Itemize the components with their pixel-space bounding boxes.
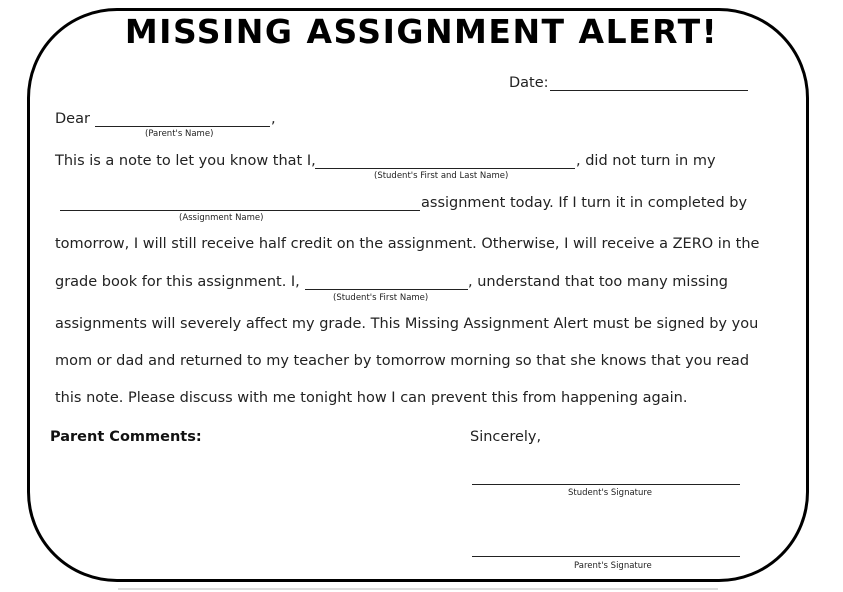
note-line-4-start: grade book for this assignment. I, — [55, 274, 300, 290]
student-signature-caption: Student's Signature — [568, 488, 652, 498]
note-line-5: assignments will severely affect my grade. This Missing Assignment Alert must be signed by you — [55, 316, 759, 332]
note-line-4-end: , understand that too many missing — [468, 274, 728, 290]
page-bottom-edge — [118, 588, 718, 590]
parent-name-caption: (Parent's Name) — [145, 129, 214, 139]
student-full-name-blank[interactable] — [315, 168, 575, 169]
alert-title: MISSING ASSIGNMENT ALERT! — [124, 12, 719, 51]
note-line-2-end: assignment today. If I turn it in completed by — [421, 195, 748, 211]
parent-name-blank[interactable] — [95, 126, 270, 127]
date-blank[interactable] — [550, 90, 748, 91]
note-line-6: mom or dad and returned to my teacher by tomorrow morning so that she knows that you read — [55, 353, 750, 369]
dear-comma: , — [271, 111, 276, 127]
assignment-name-blank[interactable] — [60, 210, 420, 211]
student-first-name-blank[interactable] — [305, 289, 468, 290]
student-signature-line[interactable] — [472, 484, 740, 485]
parent-comments-label: Parent Comments: — [50, 429, 202, 445]
date-label: Date: — [509, 75, 549, 91]
parent-signature-caption: Parent's Signature — [574, 561, 652, 571]
student-full-name-caption: (Student's First and Last Name) — [374, 171, 509, 181]
student-first-name-caption: (Student's First Name) — [333, 293, 429, 303]
parent-signature-line[interactable] — [472, 556, 740, 557]
note-line-1-start: This is a note to let you know that I, — [55, 153, 316, 169]
assignment-name-caption: (Assignment Name) — [179, 213, 264, 223]
note-line-7: this note. Please discuss with me tonight how I can prevent this from happening again. — [55, 390, 688, 406]
note-line-1-end: , did not turn in my — [576, 153, 716, 169]
sincerely-closing: Sincerely, — [470, 429, 542, 445]
dear-label: Dear — [55, 111, 90, 127]
note-line-3: tomorrow, I will still receive half credit on the assignment. Otherwise, I will receive a ZERO in the — [55, 236, 760, 252]
